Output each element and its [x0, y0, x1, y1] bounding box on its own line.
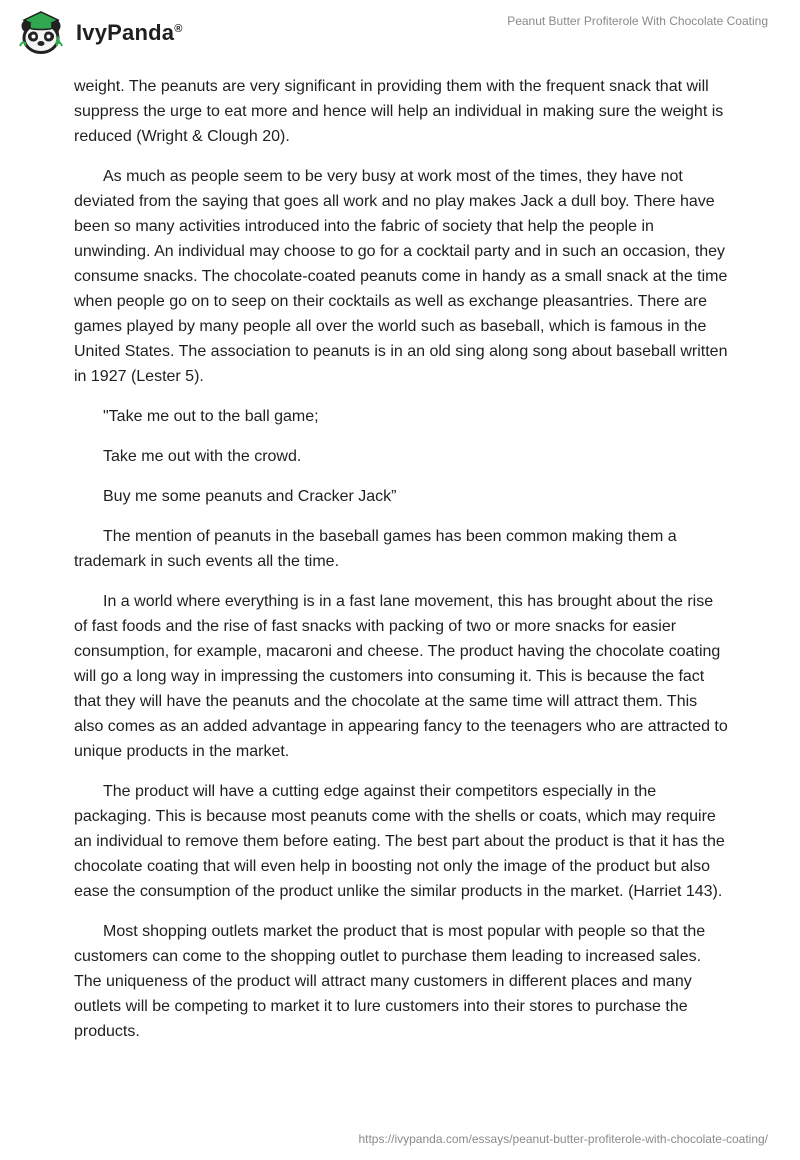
paragraph-7: In a world where everything is in a fast lane movement, this has brought about the rise of fast foods and the rise of fast snacks with packing of two or more snacks for easier consumption, for example, macaroni and cheese. The product having the chocolate coating will go a long way in impressing the customers into consuming it. This is because the fact that they will have the peanuts and the chocolate at the same time will attract them. This also comes as an added advantage in appearing fancy to the teenagers who are attracted to unique products in the market. — [74, 593, 728, 760]
paragraph-2: As much as people seem to be very busy at work most of the times, they have not deviated from the saying that goes all work and no play makes Jack a dull boy. There have been so many activities introduced into the fabric of society that help the people in unwinding. An individual may choose to go for a cocktail party and in such an occasion, they consume snacks. The chocolate-coated peanuts come in handy as a small snack at the time when people go on to seep on their cocktails as well as exchange pleasantries. There are games played by many people all over the world such as baseball, which is famous in the United States. The association to peanuts is in an old sing along song about baseball written in 1927 (Lester 5). — [74, 168, 728, 385]
ivypanda-logo[interactable] — [14, 8, 183, 56]
paragraph-6: The mention of peanuts in the baseball games has been common making them a trademark in such events all the time. — [74, 528, 677, 570]
brand-name-text: IvyPanda — [76, 20, 175, 45]
page-header — [0, 0, 800, 70]
panda-graduation-cap-icon — [14, 8, 68, 56]
paragraph-9: Most shopping outlets market the product that is most popular with people so that the customers can come to the shopping outlet to purchase them leading to increased sales. The uniqueness of the product will attract many customers in different places and many outlets will be competing to market it to lure customers into their stores to purchase the products. — [74, 923, 706, 1040]
paragraph-8: The product will have a cutting edge against their competitors especially in the packaging. This is because most peanuts come with the shells or coats, which may require an individual to remove them before eating. The best part about the product is that it has the chocolate coating that will even help in boosting not only the image of the product but also ease the consumption of the product unlike the similar products in the market. (Harriet 143). — [74, 783, 725, 900]
brand-name — [76, 20, 183, 46]
source-url[interactable]: https://ivypanda.com/essays/peanut-butter-profiterole-with-chocolate-coating/ — [358, 1132, 768, 1146]
song-line-2: Take me out with the crowd. — [103, 448, 302, 465]
song-line-3: Buy me some peanuts and Cracker Jack” — [103, 488, 397, 505]
paragraph-1: weight. The peanuts are very significant in providing them with the frequent snack that will suppress the urge to eat more and hence will help an individual in making sure the weight is reduced (Wright & Clough 20). — [74, 78, 724, 145]
song-line-1: "Take me out to the ball game; — [103, 408, 319, 425]
essay-content — [74, 74, 728, 1059]
document-title: Peanut Butter Profiterole With Chocolate Coating — [507, 14, 768, 28]
registered-mark: ® — [174, 23, 183, 35]
